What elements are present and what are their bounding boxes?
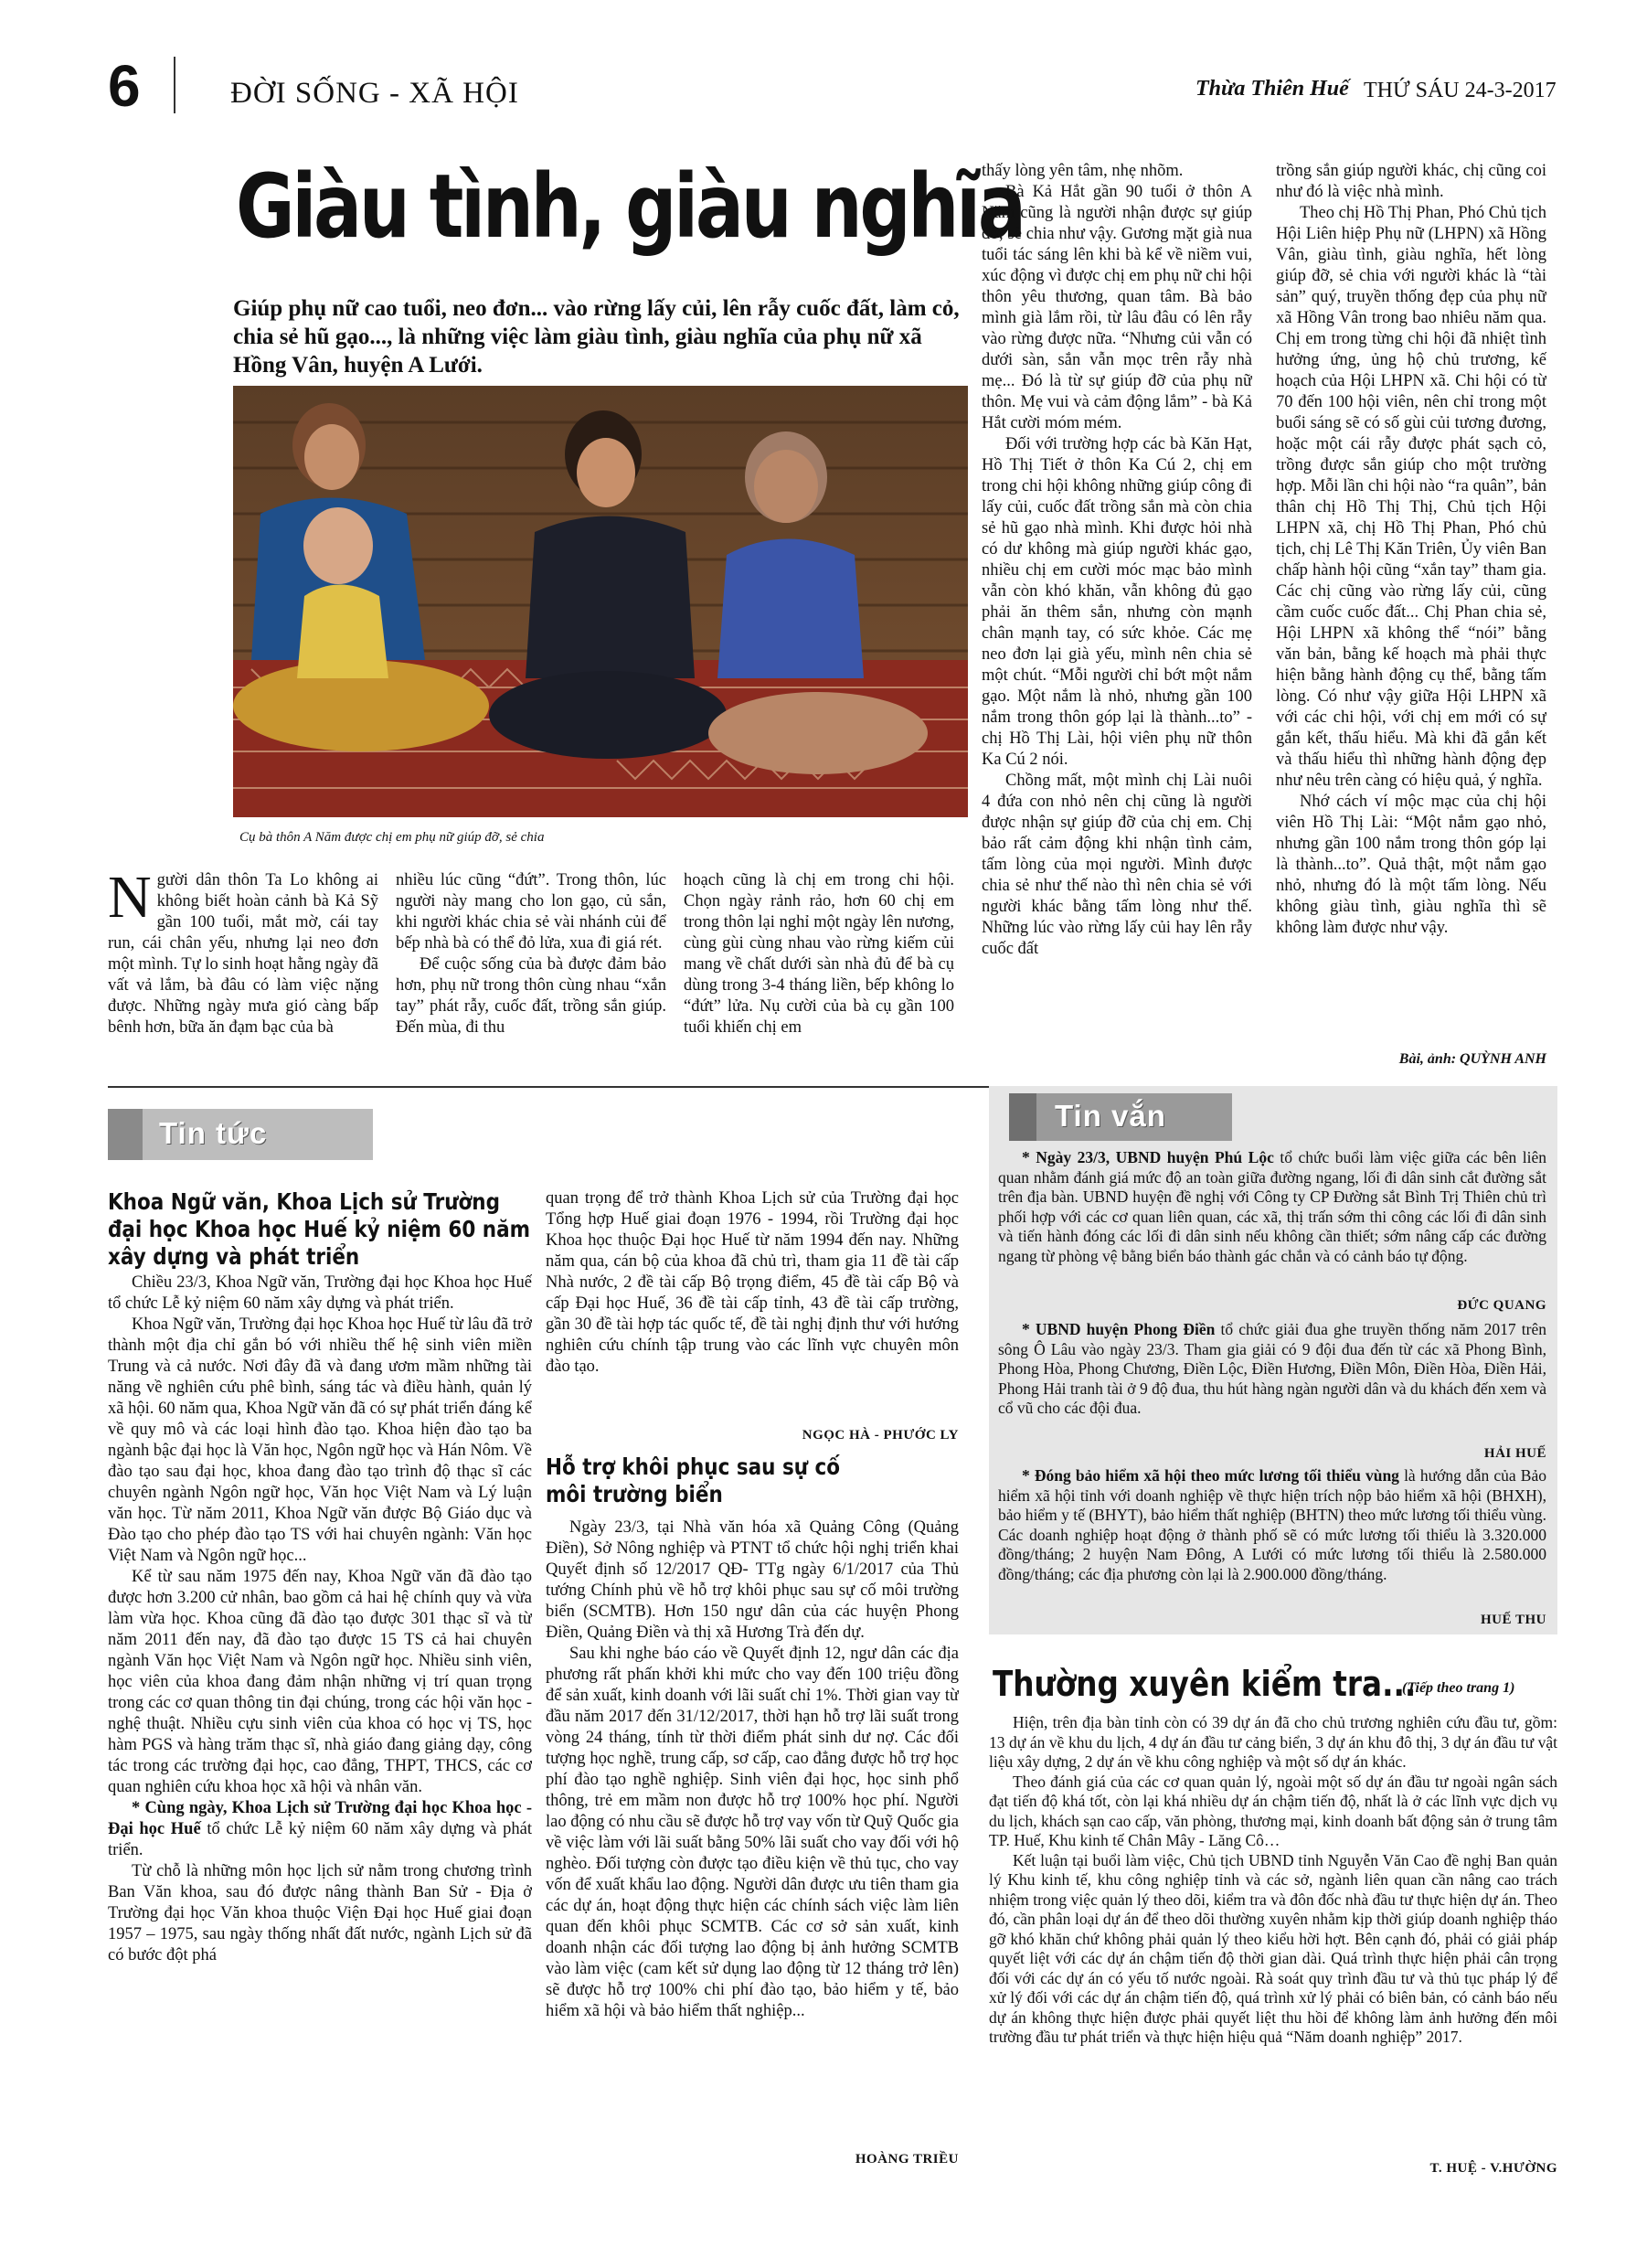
story1-byline: NGỌC HÀ - PHƯỚC LY — [802, 1428, 959, 1443]
paragraph: Ngày 23/3, tại Nhà văn hóa xã Quảng Công (Quảng Điền), Sở Nông nghiệp và PTNT tổ chức hội nghị triển khai Quyết định số 12/2017 QĐ- TTg ngày 6/1/2017 của Thủ tướng Chính phủ về hỗ trợ khôi phục sau sự cố môi trường biển (SCMTB). Hơn 150 ngư dân của các huyện Phong Điền, Quảng Điền và thị xã Hương Trà đến dự. — [546, 1518, 959, 1642]
paragraph: Sau khi nghe báo cáo về Quyết định 12, ngư dân các địa phương rất phấn khởi khi mức cho vay đến 100 triệu đồng để sản xuất, kinh doanh với lãi suất chỉ 1%. Thời gian vay từ đầu năm 2017 đến 31/12/2017, thời hạn hỗ trợ lãi suất trong vòng 24 tháng, tính từ thời điểm phát sinh dư nợ. Các đối tượng học nghề, trung cấp, sơ cấp, cao đẳng được hỗ trợ học phí đào tạo nghề nghiệp. Sinh viên đại học, học sinh phổ thông, trẻ em mầm non được hỗ trợ 100% học phí. Người lao động có nhu cầu sẽ được hỗ trợ vay vốn từ Quỹ Quốc gia về việc làm với lãi suất bằng 50% lãi suất cho vay đối với hộ nghèo. Đối tượng còn được tạo điều kiện về thủ tục, cho vay vốn để xuất khẩu lao động. Người dân được ưu tiên tham gia các dự án, hoạt động thực hiện các chính sách việc làm liên quan đến khôi phục SCMTB. Các cơ sở sản xuất, kinh doanh nhận các đối tượng lao động bị ảnh hưởng SCMTB vào làm việc (cam kết sử dụng lao động từ 12 tháng trở lên) sẽ được hỗ trợ 100% chi phí đào tạo, bảo hiểm y tế, bảo hiểm xã hội và bảo hiểm thất nghiệp... — [546, 1645, 959, 2020]
drop-cap: N — [108, 870, 152, 931]
story2-column — [546, 1517, 959, 2148]
tin-van-label: Tin vắn — [1055, 1099, 1166, 1133]
feature-column-1 — [108, 870, 378, 1075]
item-text: là hướng dẫn của Bảo hiểm xã hội tỉnh với doanh nghiệp về thực hiện trích nộp bảo hiểm xã hội (BHXH), bảo hiểm y tế (BHYT), bảo hiểm thất nghiệp (BHTN) theo mức lương tối thiểu vùng. Các doanh nghiệp hoạt động ở thành phố sẽ có mức lương tối thiểu là 3.320.000 đồng/tháng; 2 huyện Nam Đông, A Lưới có mức lương tối thiểu là 2.580.000 đồng/tháng; các địa phương còn lại là 2.900.000 đồng/tháng. — [998, 1466, 1546, 1583]
tin-van-byline-1: ĐỨC QUANG — [1457, 1298, 1546, 1313]
paragraph: trồng sắn giúp người khác, chị cũng coi như đó là việc nhà mình. — [1276, 162, 1546, 201]
story2-byline: HOÀNG TRIỀU — [855, 2152, 959, 2167]
paragraph: nhiều lúc cũng “đứt”. Trong thôn, lúc người này mang cho lon gạo, củ sắn, khi người khác chia sẻ vài nhánh củi để bếp nhà bà có thể đỏ lửa, xua đi giá rét. — [396, 871, 666, 953]
continued-headline: Thường xuyên kiểm tra... — [993, 1664, 1417, 1704]
feature-column-2 — [396, 870, 666, 1075]
feature-lead: Giúp phụ nữ cao tuổi, neo đơn... vào rừng lấy củi, lên rẫy cuốc đất, làm cỏ, chia sẻ hũ gạo..., là những việc làm giàu tình, giàu nghĩa của phụ nữ xã Hồng Vân, huyện A Lưới. — [233, 296, 960, 378]
paragraph: Chiều 23/3, Khoa Ngữ văn, Trường đại học Khoa học Huế tổ chức Lễ kỷ niệm 60 năm xây dựng và phát triển. — [108, 1273, 532, 1313]
photo-caption: Cụ bà thôn A Năm được chị em phụ nữ giúp đỡ, sẻ chia — [239, 830, 545, 845]
issue-date: THỨ SÁU 24-3-2017 — [1364, 79, 1557, 102]
tin-van-banner — [1009, 1093, 1232, 1141]
paragraph — [108, 1798, 532, 1861]
feature-byline — [1276, 1051, 1546, 1068]
paragraph: Hiện, trên địa bàn tỉnh còn có 39 dự án đã cho chủ trương nghiên cứu đầu tư, gồm: 13 dự án về khu du lịch, 4 dự án đầu tư cảng biển, 3 dự án khu đô thị, 3 dự án đầu tư vật liệu xây dựng, 2 dự án về khu công nghiệp và một số dự án khác. — [989, 1713, 1557, 1771]
tin-van-byline-2: HẢI HUẾ — [1483, 1446, 1546, 1461]
paragraph — [998, 1466, 1546, 1584]
paragraph — [998, 1148, 1546, 1266]
story1-column-1 — [108, 1272, 532, 2150]
continued-byline: T. HUỆ - V.HƯỜNG — [1429, 2161, 1557, 2176]
tin-tuc-banner — [108, 1109, 373, 1160]
tin-van-byline-3: HUẾ THU — [1481, 1613, 1546, 1627]
story1-headline: Khoa Ngữ văn, Khoa Lịch sử Trường đại học Khoa học Huế kỷ niệm 60 năm xây dựng và phát triển — [108, 1188, 531, 1270]
paragraph: quan trọng để trở thành Khoa Lịch sử của Trường đại học Tổng hợp Huế giai đoạn 1976 - 1994, rồi Trường đại học Khoa học thuộc Đại học Huế từ năm 1994 đến nay. Những năm qua, cán bộ của khoa đã chủ trì, tham gia 11 đề tài cấp Nhà nước, 2 đề tài cấp Bộ trọng điểm, 45 đề tài cấp Bộ và cấp Đại học Huế, 36 đề tài cấp tỉnh, 43 đề tài cấp trường, gần 30 đề tài hợp tác quốc tế, đề tài nghị định thư với hướng nghiên cứu chính tập trung vào các lĩnh vực chuyên môn đào tạo. — [546, 1189, 959, 1376]
paragraph: Nhớ cách ví mộc mạc của chị hội viên Hồ Thị Lài: “Một nắm gạo nhỏ, nhưng gần 100 nắm trong thôn góp lại là thành...to”. Quả thật, một nắm gạo nhỏ, nhưng đó là một tấm lòng. Nếu không giàu tình, giàu nghĩa thì sẽ không làm được như vậy. — [1276, 793, 1546, 937]
paragraph — [998, 1320, 1546, 1419]
paragraph: Để cuộc sống của bà được đảm bảo hơn, phụ nữ trong thôn cùng nhau “xắn tay” phát rẫy, cuốc đất, trồng sắn giúp. Đến mùa, đi thu — [396, 955, 666, 1037]
tin-van-item-1 — [998, 1148, 1546, 1296]
feature-column-4 — [982, 161, 1252, 1075]
item-lead: * Ngày 23/3, UBND huyện Phú Lộc — [1022, 1148, 1274, 1166]
section-title: ĐỜI SỐNG - XÃ HỘI — [230, 77, 519, 110]
paragraph: Bà Kả Hắt gần 90 tuổi ở thôn A Năm cũng là người nhận được sự giúp đỡ, sẻ chia như vậy. Gương mặt già nua tuổi tác sáng lên khi bà kể về niềm vui, xúc động vì được chị em phụ nữ chi hội thôn yêu thương, quan tâm. Bà bảo mình già lắm rồi, từ lâu đâu có lên rẫy vào rừng được nữa. “Nhưng củi vẫn có dưới sàn, sắn vẫn mọc trên rẫy nhà mẹ... Đó là từ sự giúp đỡ của phụ nữ thôn. Mẹ vui và cảm động lắm” - bà Kả Hắt cười móm mém. — [982, 183, 1252, 432]
paper-name: Thừa Thiên Huế — [1195, 77, 1349, 101]
story1-rest: tổ chức Lễ kỷ niệm 60 năm xây dựng và phát triển. — [108, 1820, 532, 1859]
photo-illustration — [233, 386, 968, 817]
paragraph: Khoa Ngữ văn, Trường đại học Khoa học Huế từ lâu đã trở thành một địa chỉ gắn bó với nhiều thế hệ sinh viên miền Trung và cả nước. Nơi đây đã và đang ươm mầm những tài năng về nghiên cứu phê bình, sáng tác và điều hành, quản lý xã hội. 60 năm qua, Khoa Ngữ văn đã có sự phát triển đáng kể về quy mô và các loại hình đào tạo. Khoa hiện đào tạo ba ngành bậc đại học là Văn học, Ngôn ngữ học và Hán Nôm. Về đào tạo sau đại học, khoa đang đào tạo trình độ thạc sĩ các chuyên ngành Ngôn ngữ học, Văn học Việt Nam và Lý luận văn học. Từ năm 2011, Khoa Ngữ văn được Bộ Giáo dục và Đào tạo cho phép đào tạo TS với hai chuyên ngành: Văn học Việt Nam và Ngôn ngữ học... — [108, 1315, 532, 1565]
item-lead: * Đóng bảo hiểm xã hội theo mức lương tối thiểu vùng — [1022, 1466, 1399, 1485]
paragraph: Kết luận tại buổi làm việc, Chủ tịch UBND tỉnh Nguyễn Văn Cao đề nghị Ban quản lý Khu kinh tế, khu công nghiệp tỉnh và các sở, ngành liên quan cần nâng cao trách nhiệm trong việc quản lý theo dõi, kiểm tra và đôn đốc nhà đầu tư thực hiện dự án. Theo đó, cần phân loại dự án để theo dõi thường xuyên nhằm kịp thời giúp doanh nghiệp tháo gỡ khó khăn chứ không phải quản lý theo kiểu hời hợt. Bên cạnh đó, phải có giải pháp quyết liệt với các dự án chậm tiến độ thời gian dài. Quá trình thực hiện phải cân trọng đối với các dự án có yếu tố nước ngoài. Rà soát quy trình đầu tư và thủ tục pháp lý để xử lý đối với các dự án chậm tiến độ, quá trình xử lý phải có biên bản, có cảnh báo nếu dự án không thực hiện được phải quyết liệt thu hồi để không làm ảnh hưởng đến môi trường đầu tư phát triển và thực hiện hiệu quả “Năm doanh nghiệp” 2017. — [989, 1850, 1557, 2046]
tin-van-item-3 — [998, 1466, 1546, 1603]
item-text: tổ chức giải đua ghe truyền thống năm 2017 trên sông Ô Lâu vào ngày 23/3. Tham gia giải có 9 đội đua đến từ các xã Phong Bình, Phong Hòa, Phong Chương, Điền Lộc, Điền Hương, Điền Môn, Điền Hòa, Điền Hải, Phong Hải tranh tài ở 9 độ đua, thu hút hàng ngàn người dân và du khách đến xem và cổ vũ cho các đội đua. — [998, 1320, 1546, 1417]
story1-column-2 — [546, 1188, 959, 1426]
paragraph: Theo đánh giá của các cơ quan quản lý, ngoài một số dự án đầu tư ngoài ngân sách đạt tiến độ khá tốt, còn lại khá nhiều dự án chậm tiến độ, nhất là ở các lĩnh vực dịch vụ du lịch, khách sạn cao cấp, văn phòng, thương mại, kinh doanh bất động sản ở trung tâm TP. Huế, Khu kinh tế Chân Mây - Lăng Cô… — [989, 1772, 1557, 1849]
story1-bold-lead: * Cùng ngày, Khoa Lịch sử Trường đại học Khoa học - Đại học Huế — [108, 1799, 532, 1838]
tin-van-banner-dark — [1009, 1093, 1036, 1141]
page-number: 6 — [108, 53, 141, 119]
paragraph: Chồng mất, một mình chị Lài nuôi 4 đứa con nhỏ nên chị cũng là người được nhận sự giúp đỡ của chị em. Chị bảo rất cảm động khi nhận tình cảm, tấm lòng của mọi người. Mình được chia sẻ như thế nào thì nên chia sẻ với người khác bằng tấm lòng như thế. Những lúc vào rừng lấy củi hay lên rẫy cuốc đất — [982, 772, 1252, 958]
tin-tuc-banner-dark — [108, 1109, 143, 1160]
paragraph: Kể từ sau năm 1975 đến nay, Khoa Ngữ văn đã đào tạo được hơn 3.200 cử nhân, bao gồm cả hai hệ chính quy và vừa làm vừa học. Khoa cũng đã đào tạo được 301 thạc sĩ và từ năm 2011 đến nay, đã đào tạo được 15 TS cả hai chuyên ngành Văn học Việt Nam và Ngôn ngữ học. Nhiều sinh viên, học viên của khoa đang đảm nhận những vị trí quan trọng trong các cơ quan thông tin đại chúng, trong các hội văn học - nghệ thuật. Nhiều cựu sinh viên của khoa có học vị TS, học hàm PGS và hàng trăm thạc sĩ, nhà giáo đang giảng dạy, công tác trong các trường đại học, cao đẳng, THPT, THCS, các cơ quan nghiên cứu khoa học xã hội và nhân văn. — [108, 1568, 532, 1796]
feature-byline-text: Bài, ảnh: QUỲNH ANH — [1398, 1051, 1546, 1067]
paragraph: Đối với trường hợp các bà Kăn Hạt, Hồ Thị Tiết ở thôn Ka Cú 2, chị em trong chi hội không những giúp công đi lấy củi, cuốc đất trồng sắn mà còn chia sẻ hũ gạo nhà mình. Khi được hỏi nhà có dư không mà giúp người khác gạo, nhiều chị em cười móc mạc bảo mình vẫn còn khó khăn, vẫn không đủ gạo phải ăn thêm sắn, nhưng còn mạnh chân mạnh tay, có sức khỏe. Các mẹ neo đơn lại già yếu, mình nên chia sẻ một chút. “Mỗi người chỉ bớt một nắm gạo. Một nắm là nhỏ, nhưng gần 100 nắm trong thôn góp lại là thành...to” - chị Hồ Thị Lài, hội viên phụ nữ thôn Ka Cú 2 nói. — [982, 435, 1252, 769]
paragraph: Theo chị Hồ Thị Phan, Phó Chủ tịch Hội Liên hiệp Phụ nữ (LHPN) xã Hồng Vân, giàu tình, giàu nghĩa, hết lòng giúp đỡ, sẻ chia với người khác là “tài sản” quý, truyền thống đẹp của phụ nữ xã Hồng Vân trong bao nhiêu năm qua. Chị em trong từng chi hội đã nhiệt tình hưởng ứng, ủng hộ chủ trương, kế hoạch của Hội LHPN xã. Chi hội có từ 70 đến 100 hội viên, nên chỉ trong một buổi sáng sẽ có số gùi củi tương đương, hoặc một cái rẫy được phát sạch cỏ, trồng được sắn giúp cho một trường hợp. Mỗi lần chi hội nào “ra quân”, bản thân chị Hồ Thị Thị, Chủ tịch Hội LHPN xã, chị Hồ Thị Phan, Phó chủ tịch, chị Lê Thị Kăn Triên, Ủy viên Ban chấp hành hội cũng “xắn tay” tham gia. Các chị cũng vào rừng lấy củi, cũng cầm cuốc cuốc đất... Chị Phan chia sẻ, Hội LHPN xã không thể “nói” bằng văn bản, bằng kế hoạch mà phải thực hiện bằng hành động cụ thể, bằng tấm lòng. Có như vậy giữa Hội LHPN xã với các chi hội, với chị em mới có sự gắn kết, thấu hiểu. Mà khi đã gắn kết và thấu hiểu thì những hành động đẹp như nêu trên càng có hiệu quả, ý nghĩa. — [1276, 204, 1546, 790]
feature-headline: Giàu tình, giàu nghĩa — [236, 155, 1024, 258]
tin-van-item-2 — [998, 1320, 1546, 1439]
tin-tuc-label: Tin tức — [159, 1116, 268, 1150]
item-lead: * UBND huyện Phong Điền — [1022, 1320, 1216, 1338]
paragraph: hoạch cũng là chị em trong chi hội. Chọn ngày rảnh rảo, hơn 60 chị em trong thôn lại nghỉ một ngày lên nương, cùng gùi cùng nhau vào rừng kiếm củi mang về chất dưới sàn nhà đủ để bà cụ dùng trong 3-4 tháng liền, bếp không lo “đứt” lửa. Nụ cười của bà cụ gần 100 tuổi khiến chị em — [684, 871, 954, 1037]
feature-column-5 — [1276, 161, 1546, 1046]
item-text: tổ chức buổi làm việc giữa các bên liên quan nhằm đánh giá mức độ an toàn giữa đường ngang, lối đi dân sinh cắt đường sắt trên địa bàn. UBND huyện đề nghị với Công ty CP Đường sắt Bình Trị Thiên chủ trì phối hợp với các cơ quan liên quan, các xã, thị trấn sớm thi công các lối đi dân sinh và tiến hành đóng các lối đi dân sinh nếu không cần thiết; sớm nâng cấp các đường ngang từ phòng vệ bằng biển báo thành gác chắn và có cảnh báo tự động. — [998, 1148, 1546, 1265]
feature-photo — [233, 386, 968, 817]
feature-col1-text: gười dân thôn Ta Lo không ai không biết hoàn cảnh bà Kả Sỹ gần 100 tuổi, mắt mờ, cái tay run, cái chân yếu, nhưng lại neo đơn một mình. Tự lo sinh hoạt hằng ngày đã vất vả lắm, bà đâu có làm việc nặng được. Những ngày mưa gió càng bấp bênh hơn, bữa ăn đạm bạc của bà — [108, 871, 378, 1037]
story2-headline: Hỗ trợ khôi phục sau sự cố môi trường biển — [546, 1453, 841, 1507]
continued-tag: (Tiếp theo trang 1) — [1402, 1680, 1515, 1696]
feature-column-3 — [684, 870, 954, 1075]
paragraph: Từ chỗ là những môn học lịch sử nằm trong chương trình Ban Văn khoa, sau đó được nâng thành Ban Sử - Địa ở Trường đại học Văn khoa thuộc Viện Đại học Huế giai đoạn 1957 – 1975, sau ngày thống nhất đất nước, ngành Lịch sử đã có bước đột phá — [108, 1862, 532, 1965]
header-vertical-divider — [174, 57, 175, 113]
paragraph: thấy lòng yên tâm, nhẹ nhõm. — [982, 162, 1184, 180]
continued-column — [989, 1713, 1557, 2148]
